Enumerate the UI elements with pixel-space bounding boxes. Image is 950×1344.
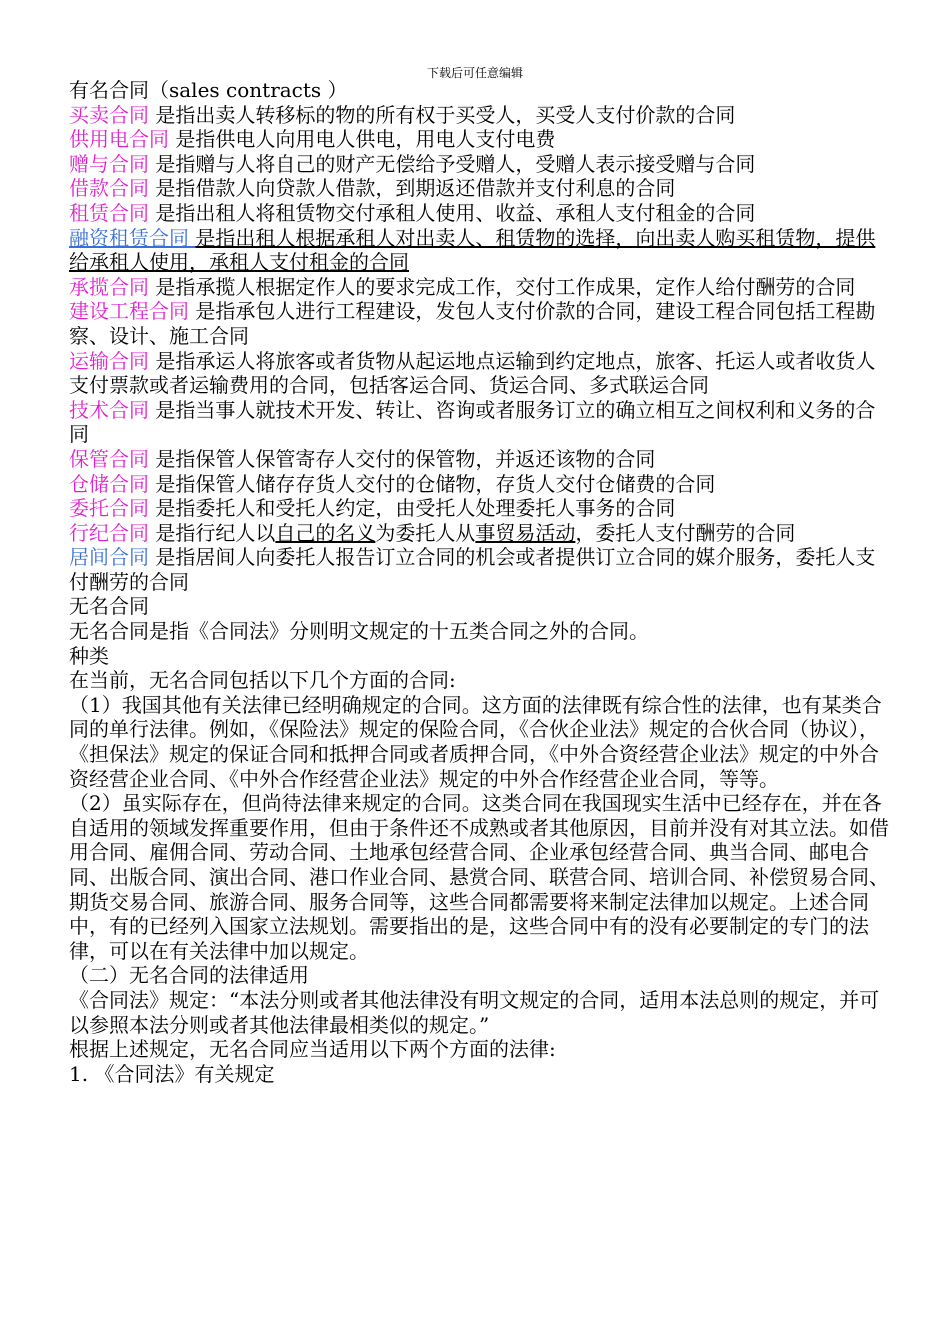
contract-term: 借款合同	[69, 176, 149, 201]
contract-term-link[interactable]: 融资租赁合同	[69, 225, 196, 250]
contract-definition: 是指委托人和受托人约定，由受托人处理委托人事务的合同	[149, 496, 676, 521]
contract-term: 仓储合同	[69, 471, 149, 496]
contract-term: 买卖合同	[69, 102, 149, 127]
contract-term: 赠与合同	[69, 151, 149, 176]
contract-definition: 为委托人从	[375, 520, 476, 545]
paragraph-2: （2）虽实际存在，但尚待法律来规定的合同。这类合同在我国现实生活中已经存在，并在各自适用的领域发挥重要作用，但由于条件还不成熟或者其他原因，目前并没有对其立法。如借用合同、雇佣合同、劳动合同、土地承包经营合同、企业承包经营合同、典当合同、邮电合同、出版合同、演出合同、港口作业合同、悬赏合同、联营合同、培训合同、补偿贸易合同、期货交易合同、旅游合同、服务合同等，这些合同都需要将来制定法律加以规定。上述合同中，有的已经列入国家立法规划。需要指出的是，这些合同中有的没有必要制定的专门的法律，可以在有关法律中加以规定。	[69, 791, 889, 963]
contract-entry	[69, 103, 889, 128]
contract-entry	[69, 447, 889, 472]
contract-definition: 是指赠与人将自己的财产无偿给予受赠人，受赠人表示接受赠与合同	[149, 151, 756, 176]
page-header-note: 下载后可任意编辑	[426, 66, 523, 80]
contract-definition: 是指供电人向用电人供电，用电人支付电费	[169, 127, 556, 152]
contract-definition: 是指行纪人以	[149, 520, 276, 545]
contract-definition: 是指出租人将租赁物交付承租人使用、收益、承租人支付租金的合同	[149, 200, 756, 225]
contract-definition: 是指承运人将旅客或者货物从起运地点运输到约定地点，旅客、托运人或者收货人支付票款或者运输费用的合同，包括客运合同、货运合同、多式联运合同	[69, 348, 876, 398]
kinds-heading: 种类	[69, 643, 109, 668]
contract-term: 租赁合同	[69, 200, 149, 225]
contract-term: 委托合同	[69, 496, 149, 521]
contract-entry-leasing	[69, 226, 889, 275]
contract-entry	[69, 275, 889, 300]
contract-definition: ，委托人支付酬劳的合同	[575, 520, 796, 545]
contract-term: 供用电合同	[69, 127, 169, 152]
contract-term: 承揽合同	[69, 274, 149, 299]
contract-entry	[69, 349, 889, 398]
section-title: 有名合同（sales contracts ）	[69, 78, 348, 102]
unnamed-heading: 无名合同	[69, 594, 149, 619]
contract-entry	[69, 496, 889, 521]
contract-definition: 是指保管人储存存货人交付的仓储物，存货人交付仓储费的合同	[149, 471, 716, 496]
contract-entry	[69, 176, 889, 201]
contract-definition: 是指承包人进行工程建设，发包人支付价款的合同，建设工程合同包括工程勘察、设计、施工合同	[69, 299, 876, 348]
contract-entry	[69, 299, 889, 348]
kinds-lead: 在当前，无名合同包括以下几个方面的合同:	[69, 668, 456, 693]
contract-term: 技术合同	[69, 397, 149, 422]
contract-definition: 是指当事人就技术开发、转让、咨询或者服务订立的确立相互之间权利和义务的合同	[69, 397, 876, 447]
document-body	[69, 78, 889, 1086]
contract-definition: 是指承揽人根据定作人的要求完成工作，交付工作成果，定作人给付酬劳的合同	[149, 274, 856, 299]
contract-definition: 是指居间人向委托人报告订立合同的机会或者提供订立合同的媒介服务，委托人支付酬劳的合同	[69, 545, 876, 594]
contract-entry	[69, 201, 889, 226]
law-quote: 《合同法》规定：“本法分则或者其他法律没有明文规定的合同，适用本法总则的规定，并可以参照本法分则或者其他法律最相类似的规定。”	[69, 987, 880, 1037]
contract-term: 运输合同	[69, 348, 149, 373]
law-heading: （二）无名合同的法律适用	[69, 963, 309, 988]
contract-definition: 是指出租人根据承租人对出卖人、租赁物的选择，向出卖人购买租赁物，提供给承租人使用，承租人支付租金的合同	[69, 225, 876, 275]
contract-entry-commission	[69, 521, 889, 546]
contract-term: 保管合同	[69, 446, 149, 471]
contract-definition: 是指保管人保管寄存人交付的保管物，并返还该物的合同	[149, 446, 656, 471]
contract-entry	[69, 545, 889, 594]
underlined-phrase: 事贸易活动	[475, 520, 576, 545]
underlined-phrase: 自己的名义	[275, 520, 376, 545]
contract-entry	[69, 398, 889, 447]
law-item-1: 1. 《合同法》有关规定	[69, 1061, 275, 1086]
unnamed-definition: 无名合同是指《合同法》分则明文规定的十五类合同之外的合同。	[69, 619, 649, 644]
contract-term: 行纪合同	[69, 520, 149, 545]
law-lead: 根据上述规定，无名合同应当适用以下两个方面的法律:	[69, 1037, 556, 1062]
contract-term: 居间合同	[69, 545, 149, 570]
contract-entry	[69, 472, 889, 497]
paragraph-1: （1）我国其他有关法律已经明确规定的合同。这方面的法律既有综合性的法律，也有某类合同的单行法律。例如，《保险法》规定的保险合同，《合伙企业法》规定的合伙合同（协议），《担保法》规定的保证合同和抵押合同或者质押合同，《中外合资经营企业法》规定的中外合资经营企业合同、《中外合作经营企业法》规定的中外合作经营企业合同，等等。	[69, 692, 882, 791]
contract-term: 建设工程合同	[69, 299, 189, 324]
contract-definition: 是指借款人向贷款人借款，到期返还借款并支付利息的合同	[149, 176, 676, 201]
contract-entry	[69, 127, 889, 152]
contract-definition: 是指出卖人转移标的物的所有权于买受人，买受人支付价款的合同	[149, 102, 736, 127]
contract-entry	[69, 152, 889, 177]
